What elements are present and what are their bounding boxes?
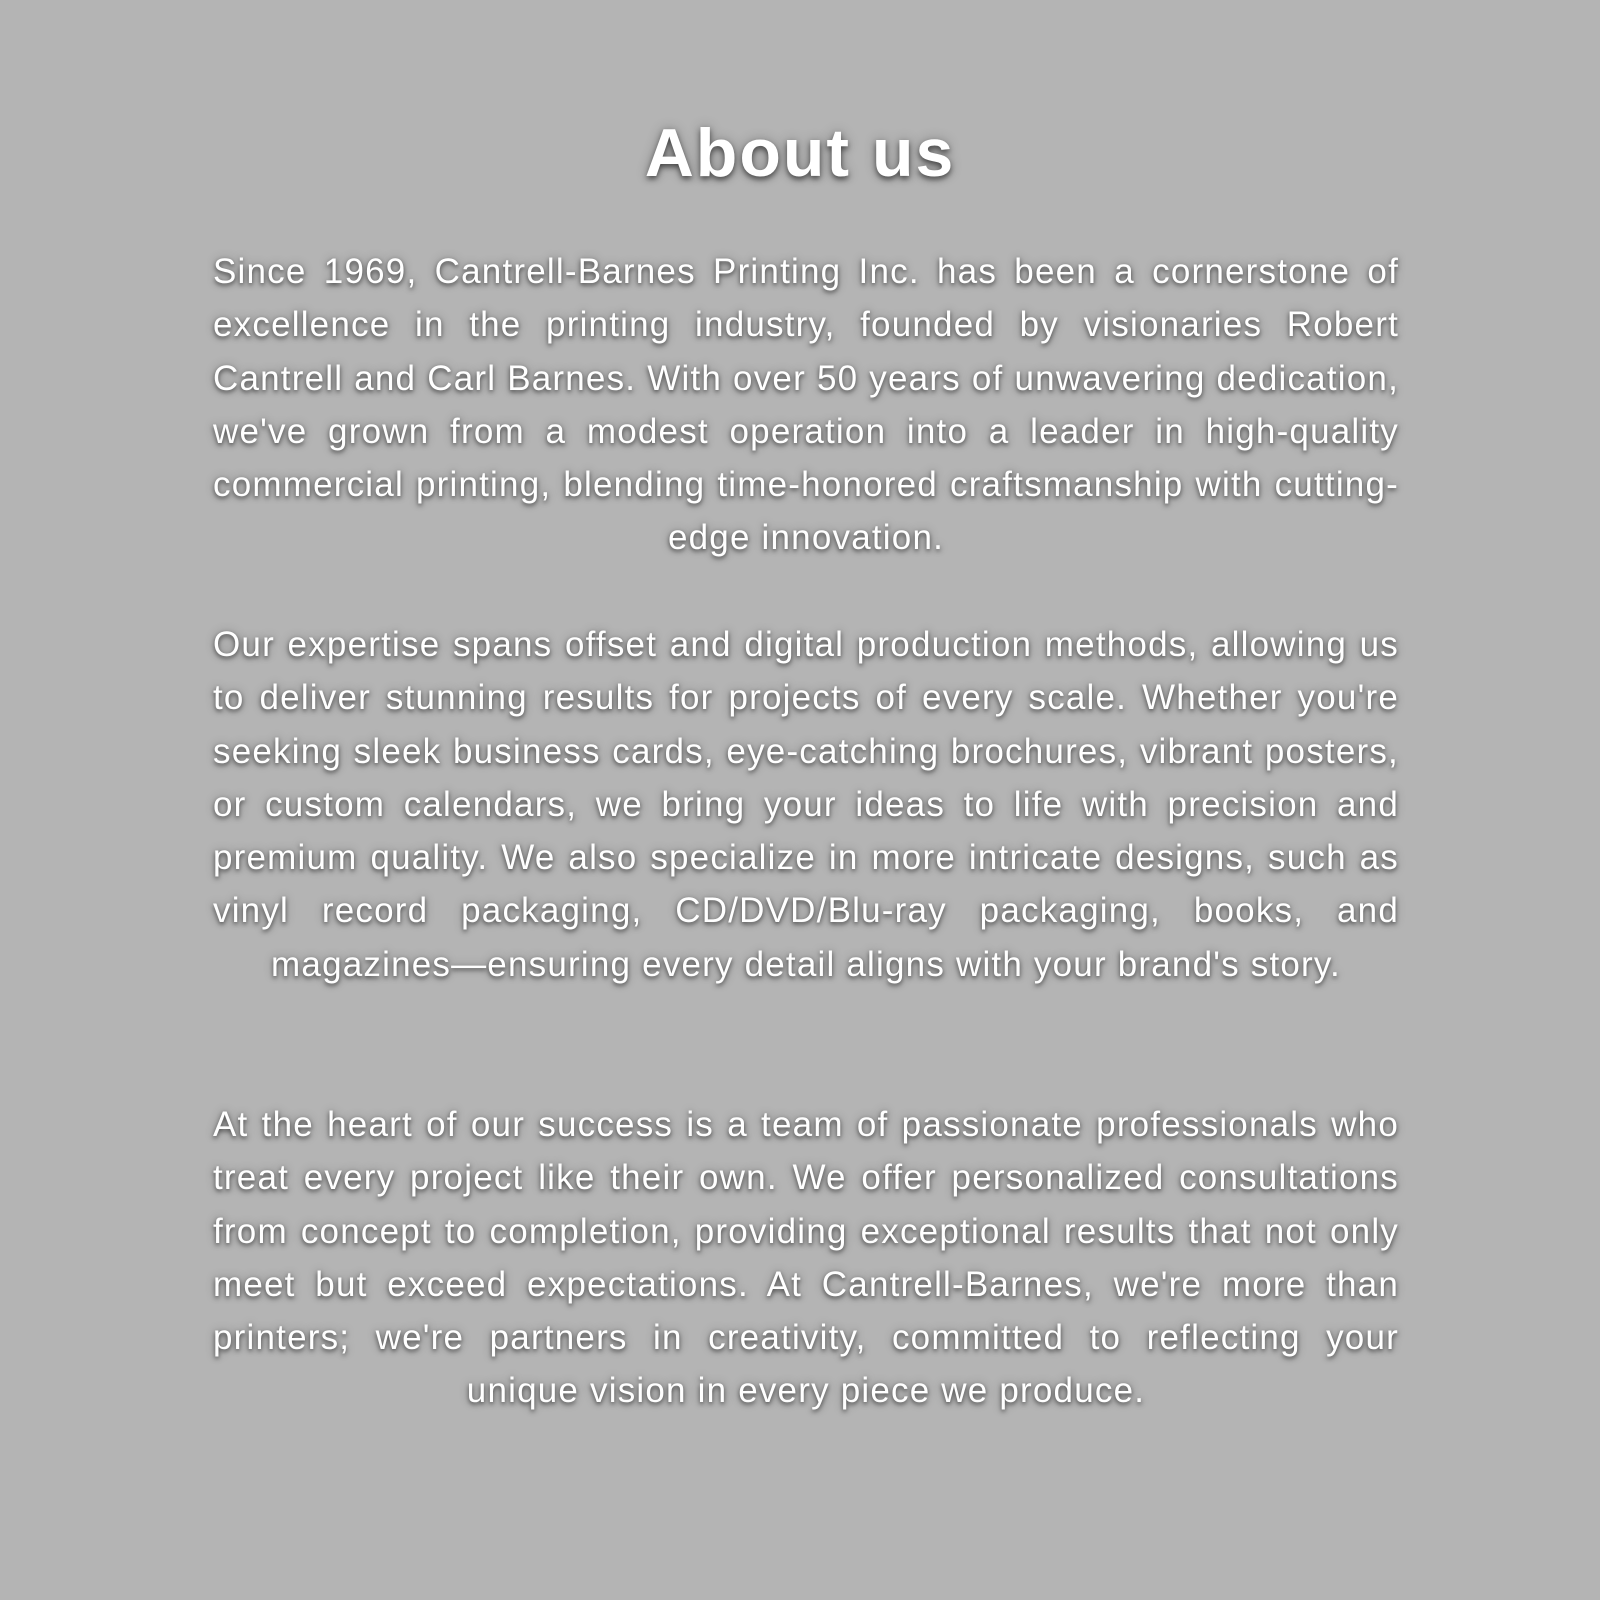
page-title: About us	[644, 115, 956, 191]
paragraph-expertise: Our expertise spans offset and digital production methods, allowing us to deliver stunning results for projects of every scale. Whether you're seeking sleek business cards, eye-catching brochures, vibrant posters, or custom calendars, we bring your ideas to life with precision and premium quality. We also specialize in more intricate designs, such as vinyl record packaging, CD/DVD/Blu-ray packaging, books, and magazines—ensuring every detail aligns with your brand's story.	[213, 625, 1399, 984]
paragraph-team: At the heart of our success is a team of passionate professionals who treat every project like their own. We offer personalized consultations from concept to completion, providing exceptional results that not only meet but exceed expectations. At Cantrell-Barnes, we're more than printers; we're partners in creativity, committed to reflecting your unique vision in every piece we produce.	[213, 1105, 1399, 1411]
paragraph-history: Since 1969, Cantrell-Barnes Printing Inc. has been a cornerstone of excellence in the printing industry, founded by visionaries Robert Cantrell and Carl Barnes. With over 50 years of unwavering dedication, we've grown from a modest operation into a leader in high-quality commercial printing, blending time-honored craftsmanship with cutting-edge innovation.	[213, 252, 1399, 558]
